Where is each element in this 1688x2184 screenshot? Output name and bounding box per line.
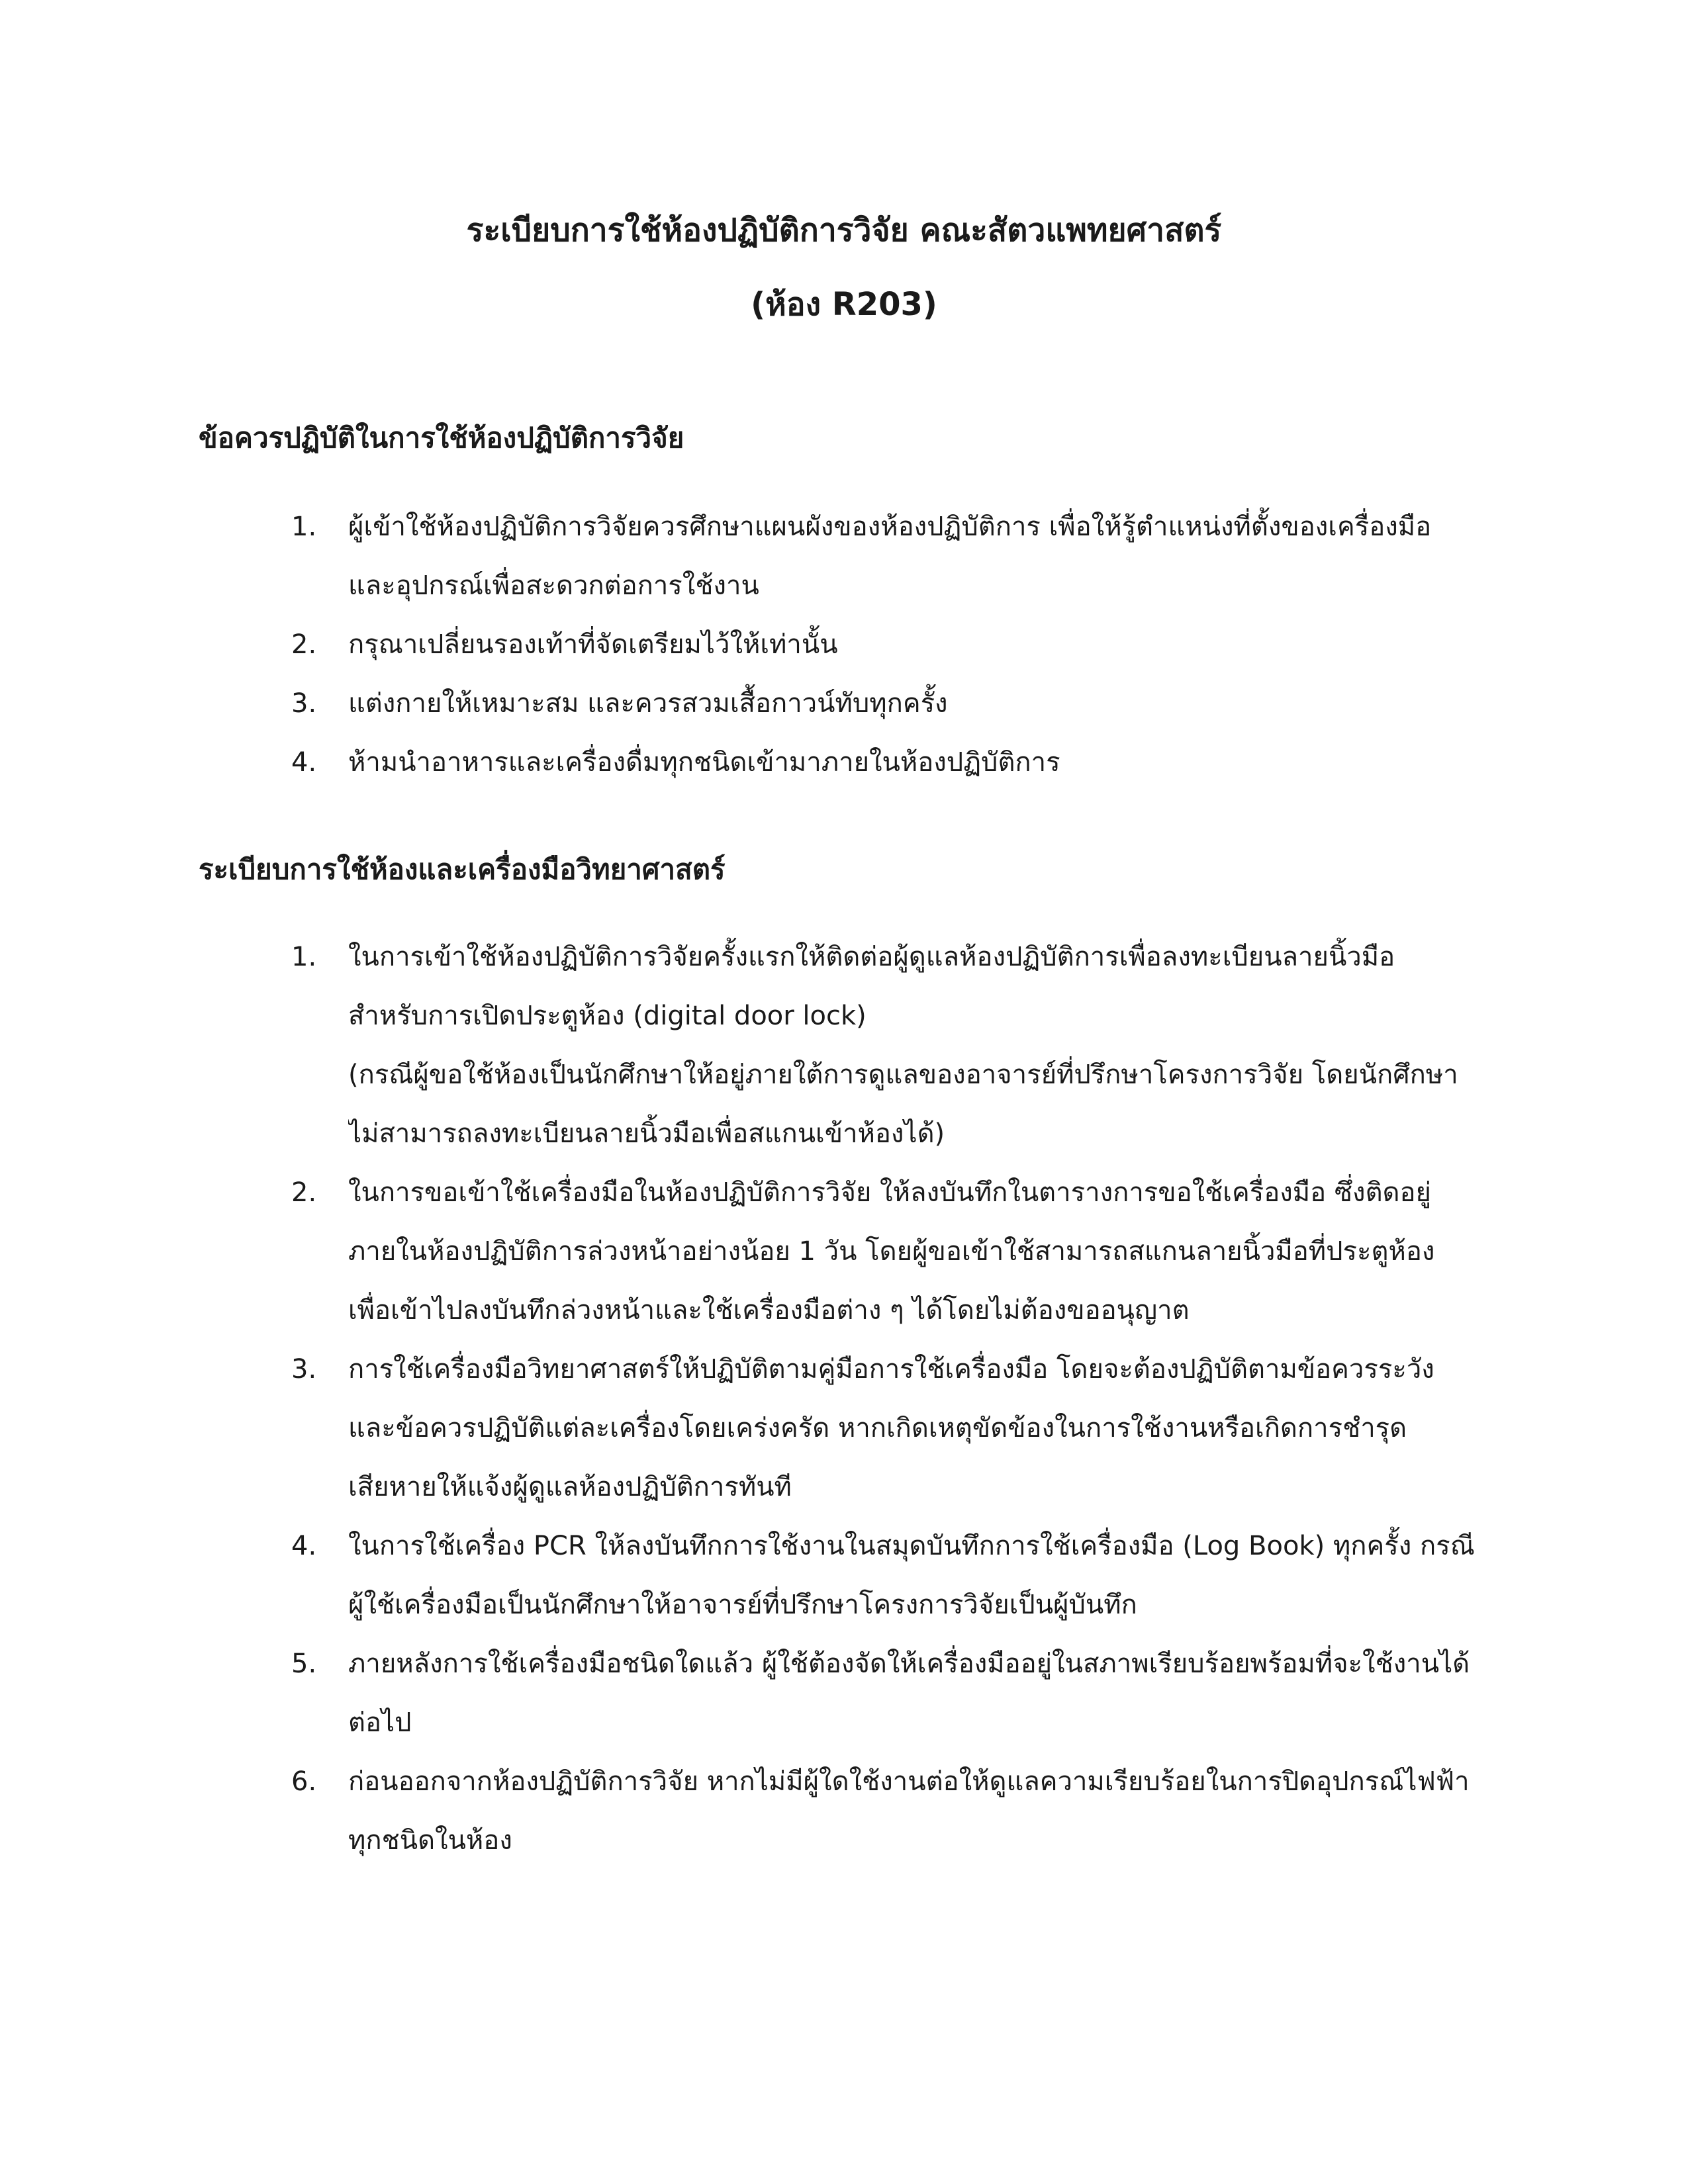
document-subtitle-room: (ห้อง R203) bbox=[751, 286, 937, 323]
item-text: ในการขอเข้าใช้เครื่องมือในห้องปฏิบัติการวิจัย ให้ลงบันทึกในตารางการขอใช้เครื่องมือ ซึ่งติดอยู่ bbox=[348, 1177, 1431, 1208]
item-text: ในการใช้เครื่อง PCR ให้ลงบันทึกการใช้งานในสมุดบันทึกการใช้เครื่องมือ (Log Book) ทุกครั้ง กรณี bbox=[348, 1531, 1475, 1561]
section2-heading: ระเบียบการใช้ห้องและเครื่องมือวิทยาศาสตร์ bbox=[199, 853, 726, 886]
list-item bbox=[291, 1635, 1503, 1752]
list-item bbox=[291, 1163, 1503, 1340]
list-item bbox=[291, 1752, 1503, 1870]
item-number: 5. bbox=[291, 1649, 317, 1679]
item-text: แต่งกายให้เหมาะสม และควรสวมเสื้อกาวน์ทับทุกครั้ง bbox=[348, 688, 948, 719]
list-item bbox=[291, 928, 1503, 1163]
section2-list bbox=[291, 928, 1503, 1870]
item-number: 2. bbox=[291, 629, 317, 660]
item-number: 4. bbox=[291, 1531, 317, 1561]
item-text: ห้ามนำอาหารและเครื่องดื่มทุกชนิดเข้ามาภายในห้องปฏิบัติการ bbox=[348, 747, 1060, 778]
list-item bbox=[291, 733, 1503, 792]
item-number: 6. bbox=[291, 1766, 317, 1797]
item-text: สำหรับการเปิดประตูห้อง (digital door lock) bbox=[348, 1001, 867, 1031]
item-number: 4. bbox=[291, 747, 317, 778]
item-number: 3. bbox=[291, 1354, 317, 1385]
list-item bbox=[291, 615, 1503, 674]
item-text: ทุกชนิดในห้อง bbox=[348, 1825, 512, 1856]
item-text: ภายหลังการใช้เครื่องมือชนิดใดแล้ว ผู้ใช้ต้องจัดให้เครื่องมืออยู่ในสภาพเรียบร้อยพร้อมที่จะใช้งานได้ bbox=[348, 1649, 1470, 1679]
item-number: 3. bbox=[291, 688, 317, 719]
item-text: การใช้เครื่องมือวิทยาศาสตร์ให้ปฏิบัติตามคู่มือการใช้เครื่องมือ โดยจะต้องปฏิบัติตามข้อควรระวัง bbox=[348, 1354, 1434, 1385]
section1-heading: ข้อควรปฏิบัติในการใช้ห้องปฏิบัติการวิจัย bbox=[199, 422, 684, 454]
item-text: ต่อไป bbox=[348, 1707, 412, 1738]
item-text: ผู้ใช้เครื่องมือเป็นนักศึกษาให้อาจารย์ที่ปรึกษาโครงการวิจัยเป็นผู้บันทึก bbox=[348, 1590, 1137, 1620]
item-number: 1. bbox=[291, 942, 317, 972]
item-text: ไม่สามารถลงทะเบียนลายนิ้วมือเพื่อสแกนเข้าห้องได้) bbox=[348, 1118, 945, 1149]
item-text: (กรณีผู้ขอใช้ห้องเป็นนักศึกษาให้อยู่ภายใต้การดูแลของอาจารย์ที่ปรึกษาโครงการวิจัย โดยนักศึกษา bbox=[348, 1060, 1458, 1090]
item-text: และอุปกรณ์เพื่อสะดวกต่อการใช้งาน bbox=[348, 570, 759, 601]
item-text: กรุณาเปลี่ยนรองเท้าที่จัดเตรียมไว้ให้เท่านั้น bbox=[348, 629, 838, 660]
item-text: ในการเข้าใช้ห้องปฏิบัติการวิจัยครั้งแรกให้ติดต่อผู้ดูแลห้องปฏิบัติการเพื่อลงทะเบียนลายนิ้วมือ bbox=[348, 942, 1395, 972]
section1-list bbox=[291, 498, 1503, 792]
item-text: ภายในห้องปฏิบัติการล่วงหน้าอย่างน้อย 1 วัน โดยผู้ขอเข้าใช้สามารถสแกนลายนิ้วมือที่ประตูห้อง bbox=[348, 1236, 1435, 1267]
item-number: 2. bbox=[291, 1177, 317, 1208]
item-number: 1. bbox=[291, 512, 317, 542]
item-text: ก่อนออกจากห้องปฏิบัติการวิจัย หากไม่มีผู้ใดใช้งานต่อให้ดูแลความเรียบร้อยในการปิดอุปกรณ์ไฟฟ้า bbox=[348, 1766, 1470, 1797]
list-item bbox=[291, 498, 1503, 615]
list-item bbox=[291, 674, 1503, 733]
document-title: ระเบียบการใช้ห้องปฏิบัติการวิจัย คณะสัตวแพทยศาสตร์ bbox=[466, 212, 1222, 249]
list-item bbox=[291, 1517, 1503, 1635]
item-text: และข้อควรปฏิบัติแต่ละเครื่องโดยเคร่งครัด หากเกิดเหตุขัดข้องในการใช้งานหรือเกิดการชำรุด bbox=[348, 1413, 1407, 1443]
item-text: เพื่อเข้าไปลงบันทึกล่วงหน้าและใช้เครื่องมือต่าง ๆ ได้โดยไม่ต้องขออนุญาต bbox=[348, 1295, 1190, 1326]
item-text: เสียหายให้แจ้งผู้ดูแลห้องปฏิบัติการทันที bbox=[348, 1472, 792, 1502]
item-text: ผู้เข้าใช้ห้องปฏิบัติการวิจัยควรศึกษาแผนผังของห้องปฏิบัติการ เพื่อให้รู้ตำแหน่งที่ตั้งของเครื่องมือ bbox=[348, 512, 1432, 542]
list-item bbox=[291, 1340, 1503, 1517]
